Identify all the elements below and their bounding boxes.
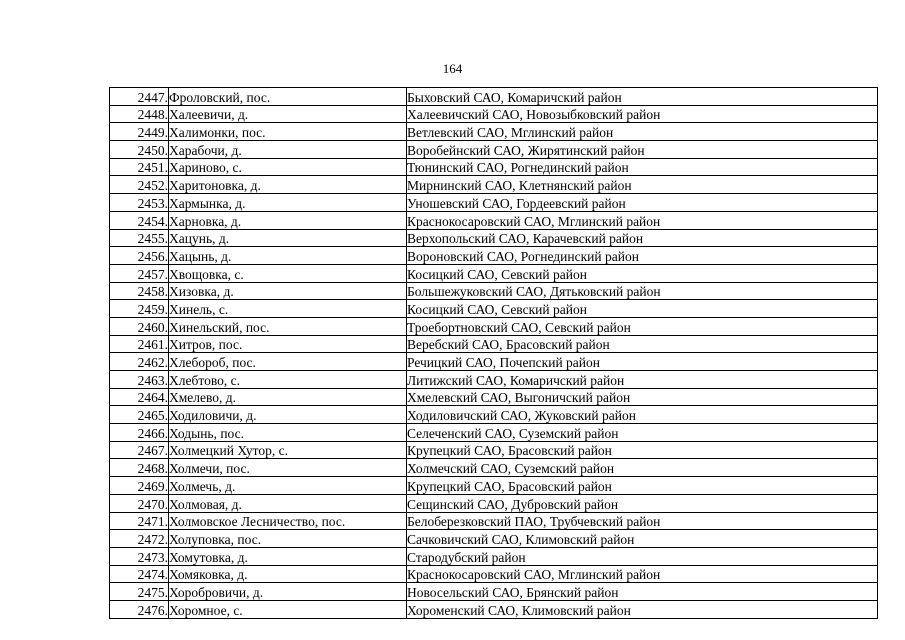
administrative-area: Речицкий САО, Почепский район: [407, 353, 878, 371]
settlement-name: Ходынь, пос.: [169, 424, 407, 442]
administrative-area: Косицкий САО, Севский район: [407, 264, 878, 282]
administrative-area: Веребский САО, Брасовский район: [407, 335, 878, 353]
table-row: [110, 105, 878, 123]
administrative-area: Белоберезковский ПАО, Трубчевский район: [407, 512, 878, 530]
administrative-area: Сачковичский САО, Климовский район: [407, 530, 878, 548]
table-row: [110, 176, 878, 194]
settlement-name: Холмечь, д.: [169, 477, 407, 495]
table-row: [110, 371, 878, 389]
row-number: 2449.: [110, 123, 169, 141]
table-row: [110, 211, 878, 229]
administrative-area: Халеевичский САО, Новозыбковский район: [407, 105, 878, 123]
table-row: [110, 335, 878, 353]
table-row: [110, 158, 878, 176]
row-number: 2450.: [110, 141, 169, 159]
row-number: 2457.: [110, 264, 169, 282]
administrative-area: Верхопольский САО, Карачевский район: [407, 229, 878, 247]
table-row: [110, 353, 878, 371]
table-row: [110, 600, 878, 618]
table-row: [110, 459, 878, 477]
settlement-name: Халеевичи, д.: [169, 105, 407, 123]
settlement-name: Холмечи, пос.: [169, 459, 407, 477]
row-number: 2475.: [110, 583, 169, 601]
administrative-area: Быховский САО, Комаричский район: [407, 88, 878, 106]
table-row: [110, 388, 878, 406]
row-number: 2452.: [110, 176, 169, 194]
table-row: [110, 300, 878, 318]
row-number: 2459.: [110, 300, 169, 318]
table-row: [110, 141, 878, 159]
settlement-name: Хоробровичи, д.: [169, 583, 407, 601]
administrative-area: Воробейнский САО, Жирятинский район: [407, 141, 878, 159]
row-number: 2448.: [110, 105, 169, 123]
administrative-area: Большежуковский САО, Дятьковский район: [407, 282, 878, 300]
table-row: [110, 424, 878, 442]
administrative-area: Ветлевский САО, Мглинский район: [407, 123, 878, 141]
table-row: [110, 565, 878, 583]
row-number: 2473.: [110, 547, 169, 565]
administrative-area: Новосельский САО, Брянский район: [407, 583, 878, 601]
row-number: 2447.: [110, 88, 169, 106]
table-row: [110, 247, 878, 265]
settlement-name: Хомяковка, д.: [169, 565, 407, 583]
table-row: [110, 317, 878, 335]
settlement-name: Ходиловичи, д.: [169, 406, 407, 424]
settlement-name: Харновка, д.: [169, 211, 407, 229]
table-row: [110, 547, 878, 565]
administrative-area: Краснокосаровский САО, Мглинский район: [407, 211, 878, 229]
administrative-area: Уношевский САО, Гордеевский район: [407, 194, 878, 212]
table-row: [110, 406, 878, 424]
row-number: 2463.: [110, 371, 169, 389]
administrative-area: Литижский САО, Комаричский район: [407, 371, 878, 389]
row-number: 2472.: [110, 530, 169, 548]
row-number: 2468.: [110, 459, 169, 477]
settlement-name: Хариново, с.: [169, 158, 407, 176]
settlement-name: Хинель, с.: [169, 300, 407, 318]
row-number: 2456.: [110, 247, 169, 265]
row-number: 2466.: [110, 424, 169, 442]
settlement-name: Харабочи, д.: [169, 141, 407, 159]
administrative-area: Тюнинский САО, Рогнединский район: [407, 158, 878, 176]
settlement-name: Хлебтово, с.: [169, 371, 407, 389]
settlement-name: Хармынка, д.: [169, 194, 407, 212]
settlement-table: [109, 87, 878, 619]
row-number: 2458.: [110, 282, 169, 300]
row-number: 2460.: [110, 317, 169, 335]
administrative-area: Мирнинский САО, Клетнянский район: [407, 176, 878, 194]
administrative-area: Стародубский район: [407, 547, 878, 565]
table-row: [110, 512, 878, 530]
row-number: 2462.: [110, 353, 169, 371]
settlement-name: Хитров, пос.: [169, 335, 407, 353]
settlement-name: Холмецкий Хутор, с.: [169, 441, 407, 459]
table-row: [110, 229, 878, 247]
settlement-name: Холуповка, пос.: [169, 530, 407, 548]
row-number: 2470.: [110, 494, 169, 512]
row-number: 2465.: [110, 406, 169, 424]
settlement-name: Хлебороб, пос.: [169, 353, 407, 371]
settlement-name: Хмелево, д.: [169, 388, 407, 406]
table-row: [110, 583, 878, 601]
administrative-area: Сещинский САО, Дубровский район: [407, 494, 878, 512]
administrative-area: Ходиловичский САО, Жуковский район: [407, 406, 878, 424]
administrative-area: Краснокосаровский САО, Мглинский район: [407, 565, 878, 583]
table-row: [110, 194, 878, 212]
row-number: 2464.: [110, 388, 169, 406]
row-number: 2469.: [110, 477, 169, 495]
administrative-area: Хмелевский САО, Выгоничский район: [407, 388, 878, 406]
settlement-name: Халимонки, пос.: [169, 123, 407, 141]
settlement-name: Хацынь, д.: [169, 247, 407, 265]
row-number: 2471.: [110, 512, 169, 530]
administrative-area: Крупецкий САО, Брасовский район: [407, 441, 878, 459]
settlement-name: Харитоновка, д.: [169, 176, 407, 194]
settlement-name: Холмовая, д.: [169, 494, 407, 512]
row-number: 2453.: [110, 194, 169, 212]
row-number: 2451.: [110, 158, 169, 176]
table-row: [110, 88, 878, 106]
settlement-name: Холмовское Лесничество, пос.: [169, 512, 407, 530]
table-row: [110, 441, 878, 459]
row-number: 2455.: [110, 229, 169, 247]
table-row: [110, 123, 878, 141]
settlement-name: Хоромное, с.: [169, 600, 407, 618]
row-number: 2474.: [110, 565, 169, 583]
row-number: 2476.: [110, 600, 169, 618]
administrative-area: Крупецкий САО, Брасовский район: [407, 477, 878, 495]
row-number: 2467.: [110, 441, 169, 459]
row-number: 2461.: [110, 335, 169, 353]
settlement-name: Хизовка, д.: [169, 282, 407, 300]
page-number: 164: [442, 61, 463, 76]
administrative-area: Косицкий САО, Севский район: [407, 300, 878, 318]
settlement-name: Хомутовка, д.: [169, 547, 407, 565]
administrative-area: Селеченский САО, Суземский район: [407, 424, 878, 442]
settlement-name: Хвощовка, с.: [169, 264, 407, 282]
administrative-area: Холмечский САО, Суземский район: [407, 459, 878, 477]
table-row: [110, 264, 878, 282]
settlement-name: Фроловский, пос.: [169, 88, 407, 106]
administrative-area: Вороновский САО, Рогнединский район: [407, 247, 878, 265]
administrative-area: Троебортновский САО, Севский район: [407, 317, 878, 335]
table-row: [110, 530, 878, 548]
table-row: [110, 494, 878, 512]
settlement-name: Хинельский, пос.: [169, 317, 407, 335]
table-row: [110, 477, 878, 495]
table-row: [110, 282, 878, 300]
row-number: 2454.: [110, 211, 169, 229]
settlement-table-body: [110, 88, 878, 619]
settlement-name: Хацунь, д.: [169, 229, 407, 247]
administrative-area: Хороменский САО, Климовский район: [407, 600, 878, 618]
